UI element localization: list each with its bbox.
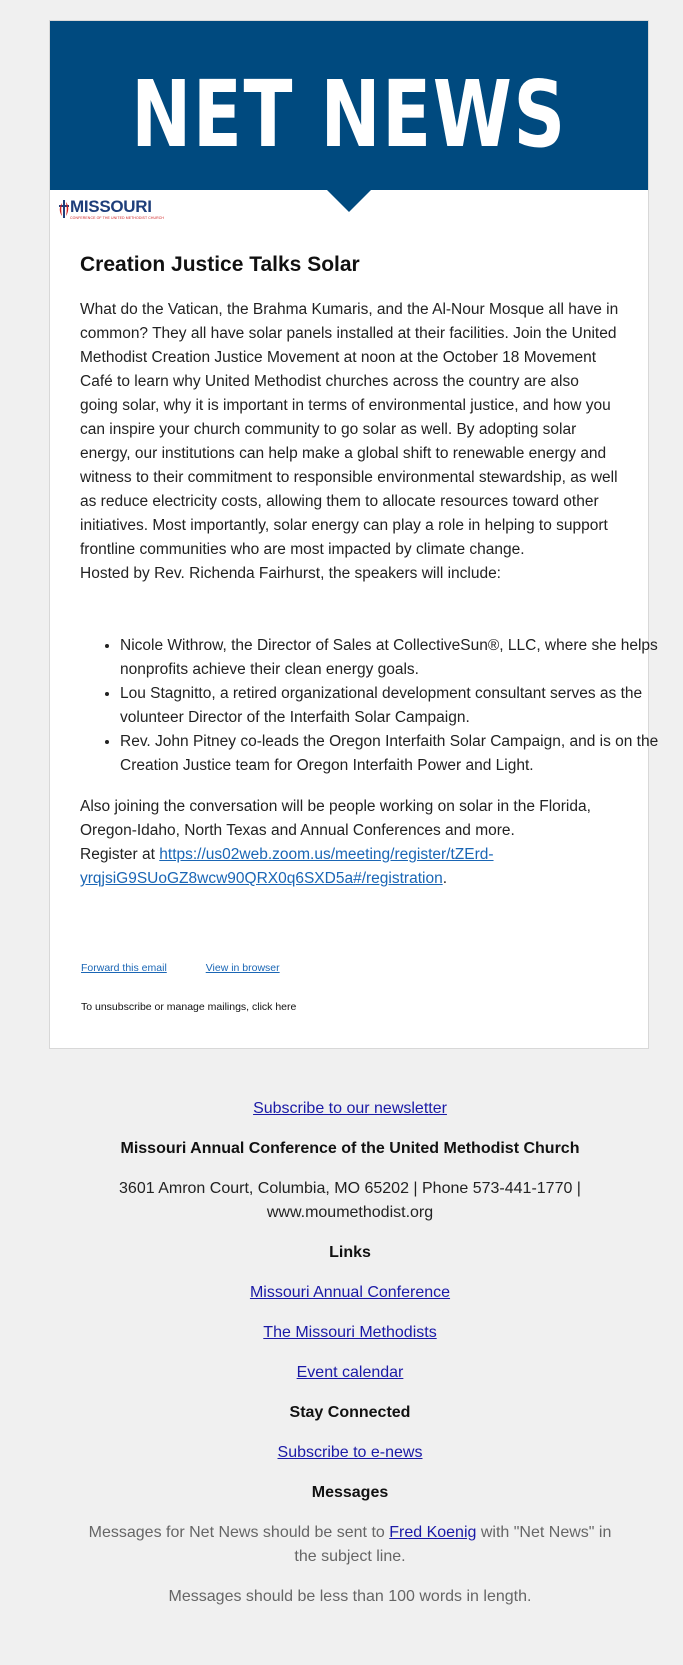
article-paragraph-1: What do the Vatican, the Brahma Kumaris, and the Al-Nour Mosque all have in common? They all have solar panels installed at their facilities. Join the United Methodist Creation Justice Movement at noon at the October 18 Movement Café to learn why United Methodist churches across the country are also going solar, why it is important in terms of environmental justice, and how you can inspire your church community to go solar as well. By adopting solar energy, our institutions can help make a global shift to renewable energy and witness to their commitment to responsible environmental stewardship, as well as reduce electricity costs, allowing them to allocate resources toward other initiatives. Most importantly, solar energy can play a role in helping to support frontline communities who are most impacted by climate change.	[80, 301, 619, 558]
messages-line-2: the subject line.	[294, 1548, 406, 1565]
stay-connected-heading: Stay Connected	[289, 1404, 411, 1421]
missouri-conference-logo[interactable]	[56, 195, 165, 223]
article-body	[80, 298, 620, 586]
article-closing	[80, 795, 620, 891]
messages-heading: Messages	[311, 1484, 389, 1501]
address-line-2: www.moumethodist.org	[266, 1204, 434, 1221]
speaker-list	[80, 634, 660, 778]
messages-line-1	[60, 1524, 640, 1542]
subscribe-newsletter-link[interactable]: Subscribe to our newsletter	[253, 1100, 447, 1117]
register-link[interactable]: https://us02web.zoom.us/meeting/register/tZErd-yrqjsiG9SUoGZ8wcw90QRX0q6SXD5a#/registration	[80, 846, 494, 887]
org-name: Missouri Annual Conference of the United Methodist Church	[120, 1140, 580, 1157]
link-event-calendar[interactable]: Event calendar	[296, 1364, 404, 1381]
banner-title: NET NEWS	[131, 61, 567, 168]
speaker-item: • Rev. John Pitney co-leads the Oregon Interfaith Solar Campaign, and is on the Creation Justice team for Oregon Interfaith Power and Light.	[120, 730, 660, 778]
register-line	[80, 843, 620, 891]
speaker-item: • Lou Stagnitto, a retired organizational development consultant serves as the volunteer Director of the Interfaith Solar Campaign.	[120, 682, 660, 730]
fred-koenig-link[interactable]: Fred Koenig	[389, 1524, 477, 1541]
cross-flame-icon	[58, 198, 70, 220]
links-heading: Links	[329, 1244, 371, 1261]
logo-text: MISSOURI	[70, 197, 152, 216]
banner-notch	[326, 189, 372, 212]
link-missouri-annual-conference[interactable]: Missouri Annual Conference	[249, 1284, 451, 1301]
address-line-1: 3601 Amron Court, Columbia, MO 65202 | Phone 573-441-1770 |	[119, 1180, 581, 1197]
email-footer-links	[81, 962, 316, 974]
forward-email-link[interactable]: Forward this email	[81, 962, 167, 974]
messages-suffix: with "Net News" in	[476, 1524, 612, 1541]
subscribe-enews-link[interactable]: Subscribe to e-news	[277, 1444, 423, 1461]
article-title: Creation Justice Talks Solar	[80, 253, 360, 276]
unsubscribe-text[interactable]: To unsubscribe or manage mailings, click here	[81, 1001, 297, 1013]
article-paragraph-2: Hosted by Rev. Richenda Fairhurst, the speakers will include:	[80, 565, 501, 582]
view-in-browser-link[interactable]: View in browser	[205, 962, 280, 974]
messages-prefix: Messages for Net News should be sent to	[88, 1524, 390, 1541]
speaker-item: • Nicole Withrow, the Director of Sales at CollectiveSun®, LLC, where she helps nonprofits achieve their clean energy goals.	[120, 634, 660, 682]
messages-limit: Messages should be less than 100 words in length.	[168, 1588, 532, 1605]
link-missouri-methodists[interactable]: The Missouri Methodists	[263, 1324, 437, 1341]
register-prefix: Register at	[80, 846, 160, 863]
article-paragraph-3: Also joining the conversation will be people working on solar in the Florida, Oregon-Idaho, North Texas and Annual Conferences and more.	[80, 798, 591, 839]
logo-subtext: CONFERENCE OF THE UNITED METHODIST CHURCH	[70, 216, 165, 220]
header-banner	[50, 21, 648, 190]
newsletter-card	[49, 20, 659, 1049]
register-suffix: .	[442, 870, 447, 887]
